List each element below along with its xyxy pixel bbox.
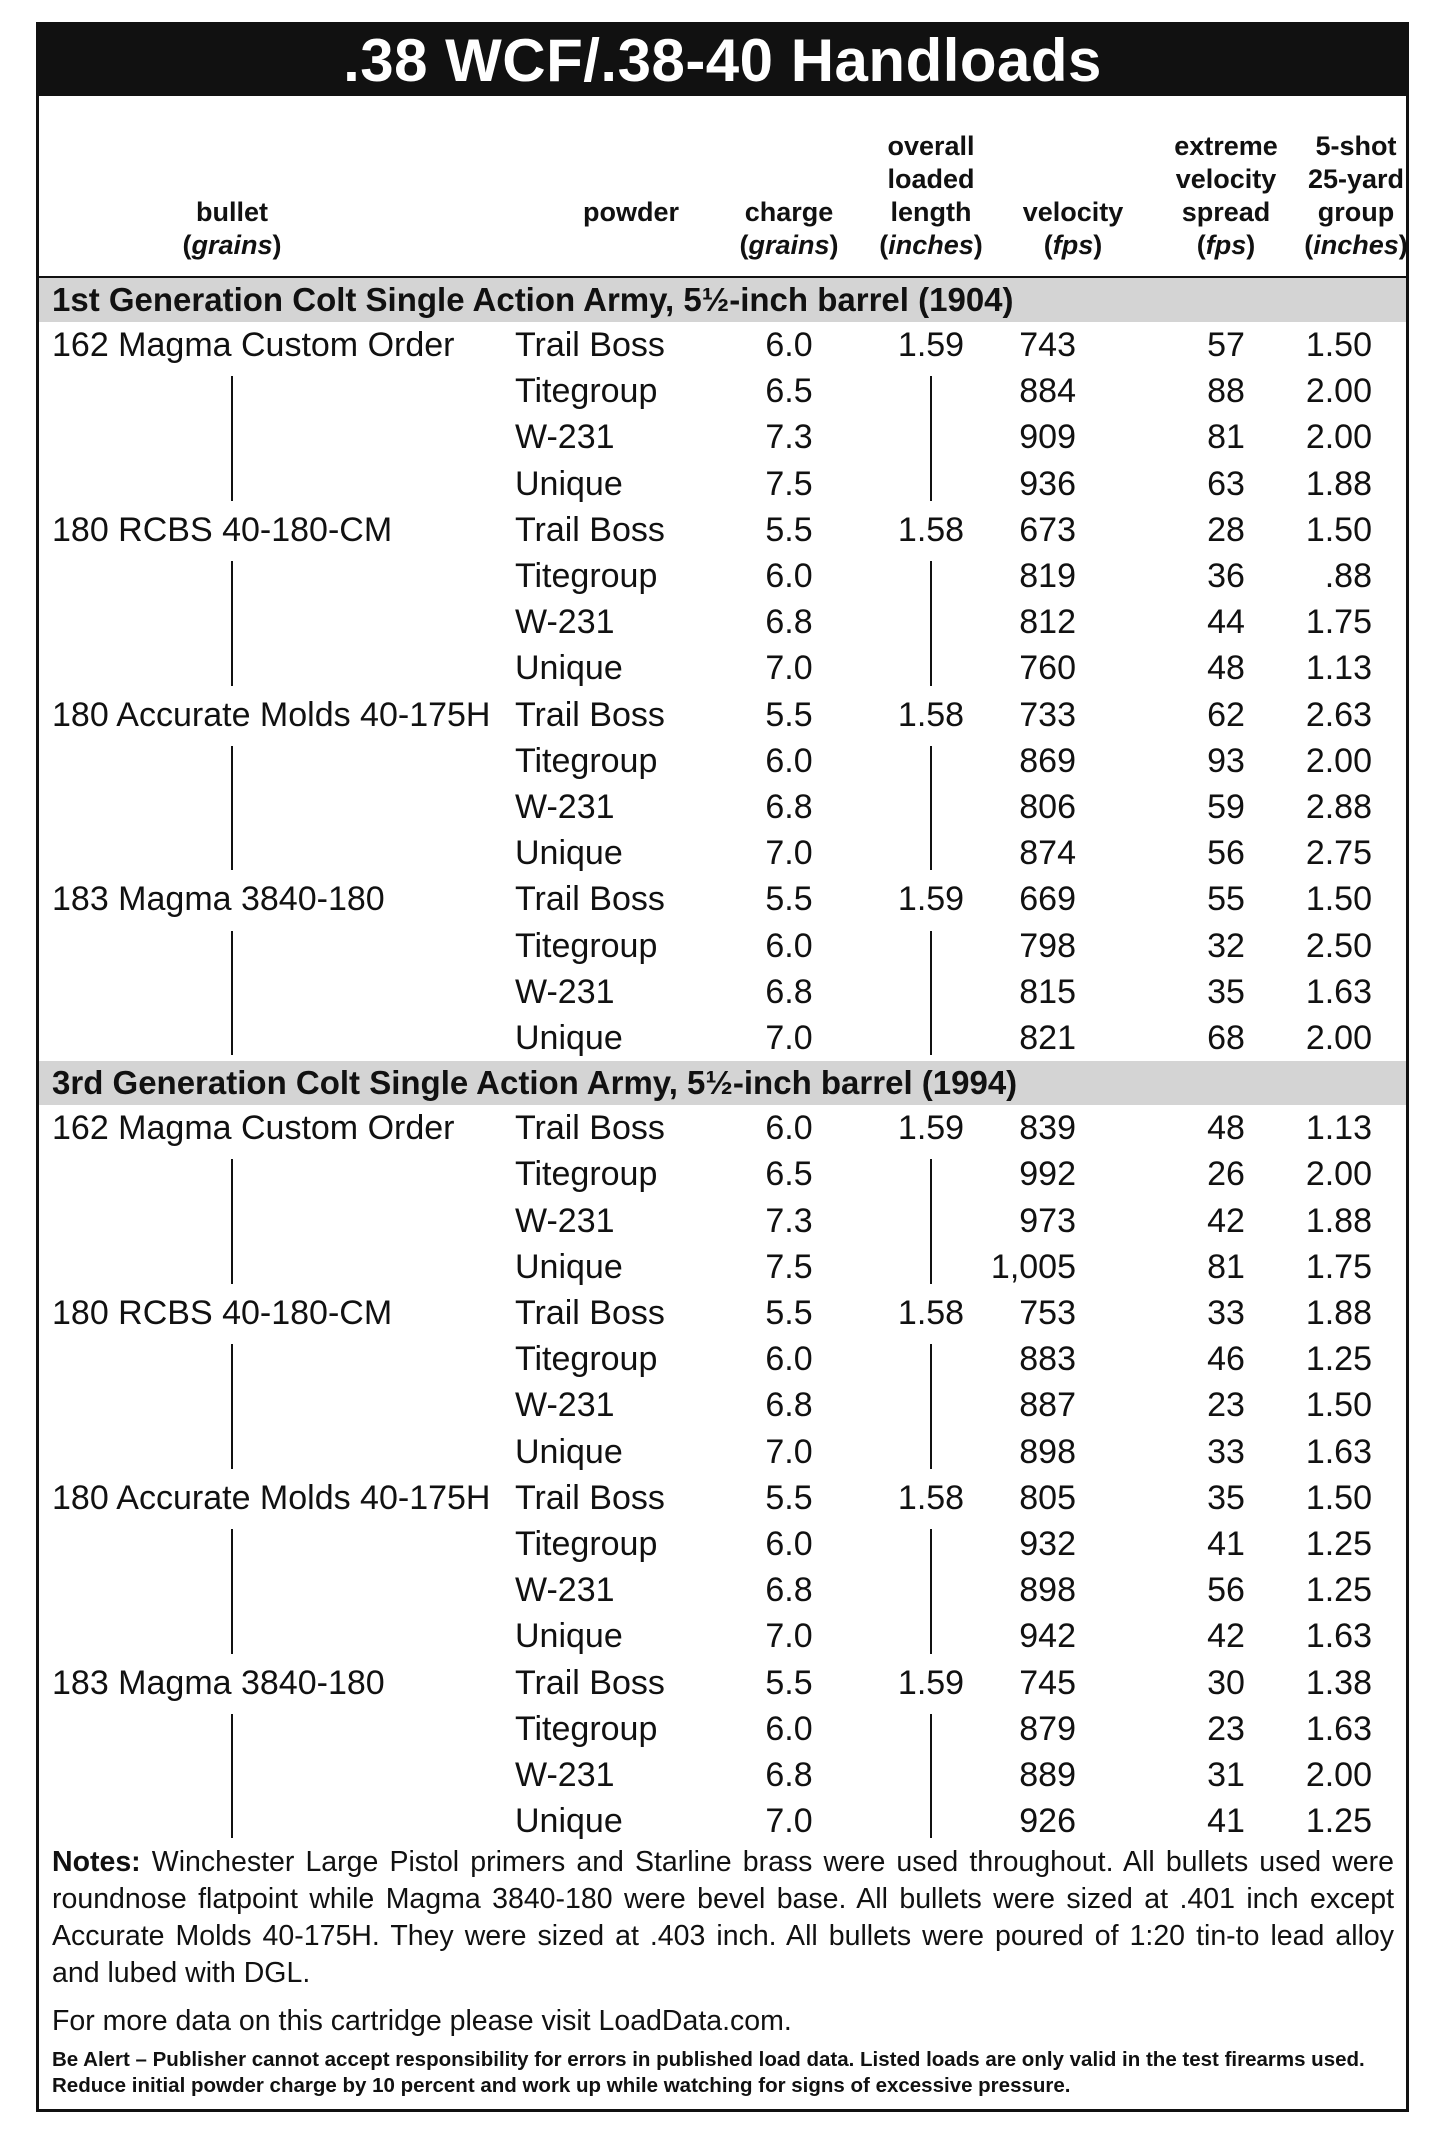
spread-cell: 57 (1207, 326, 1245, 364)
spread-cell: 62 (1207, 695, 1245, 734)
powder-cell: W-231 (515, 788, 615, 826)
alert-text: Be Alert – Publisher cannot accept responsibility for errors in published load data. Listed loads are only valid in the test firearms used. Reduce initial powder charge by 10 percent and work up while watching for signs of excessive pressure. (52, 2048, 1365, 2097)
group-cell: 1.50 (1305, 1478, 1372, 1517)
table-row (39, 645, 1406, 691)
powder-cell: Trail Boss (515, 1294, 665, 1332)
length-cell: 1.58 (897, 695, 965, 734)
table-row (39, 1015, 1406, 1061)
spread-cell: 56 (1207, 834, 1245, 873)
length-cell: 1.59 (897, 326, 965, 364)
bullet-cell: 183 Magma 3840-180 (52, 880, 385, 919)
table-row (39, 1105, 1406, 1151)
charge-cell: 6.0 (765, 1109, 813, 1148)
table-row (39, 692, 1406, 738)
velocity-cell: 760 (1019, 649, 1076, 688)
powder-cell: Trail Boss (515, 1478, 665, 1517)
velocity-cell: 753 (1019, 1294, 1076, 1332)
charge-cell: 6.8 (765, 603, 813, 642)
group-cell: 1.25 (1305, 1571, 1372, 1610)
velocity-cell: 874 (1019, 834, 1076, 873)
group-cell: 1.25 (1305, 1340, 1372, 1379)
charge-cell: 6.8 (765, 1386, 813, 1425)
bullet-cell: 162 Magma Custom Order (52, 326, 455, 364)
velocity-cell: 805 (1019, 1478, 1076, 1517)
group-cell: 1.63 (1305, 972, 1372, 1011)
group-cell: 1.38 (1305, 1663, 1372, 1702)
table-row (39, 1336, 1406, 1382)
group-cell: 1.75 (1305, 603, 1372, 642)
section-header: 1st Generation Colt Single Action Army, 5½-inch barrel (1904) (39, 278, 1406, 322)
velocity-cell: 898 (1019, 1571, 1076, 1610)
more-data-text: For more data on this cartridge please visit LoadData.com. (52, 2005, 792, 2037)
table-row (39, 414, 1406, 460)
spread-cell: 41 (1207, 1525, 1245, 1563)
velocity-cell: 973 (1019, 1201, 1076, 1240)
table-row (39, 923, 1406, 969)
powder-cell: W-231 (515, 1571, 615, 1610)
header-group: 5-shot 25-yard group (inches) (1304, 131, 1408, 260)
powder-cell: Titegroup (515, 1525, 658, 1563)
spread-cell: 81 (1207, 1247, 1245, 1286)
velocity-cell: 673 (1019, 510, 1076, 549)
table-row (39, 876, 1406, 922)
header-spread: extreme velocity spread (fps) (1174, 131, 1278, 260)
group-cell: 1.63 (1305, 1432, 1372, 1471)
length-cell: 1.59 (897, 1109, 965, 1148)
spread-cell: 63 (1207, 464, 1245, 503)
velocity-cell: 887 (1019, 1386, 1076, 1425)
spread-cell: 23 (1207, 1709, 1245, 1748)
table-row (39, 1752, 1406, 1798)
table-row (39, 969, 1406, 1015)
bullet-cell: 183 Magma 3840-180 (52, 1663, 385, 1702)
spread-cell: 32 (1207, 926, 1245, 965)
velocity-cell: 869 (1019, 741, 1076, 780)
length-continuation-line (930, 376, 932, 501)
charge-cell: 6.8 (765, 1571, 813, 1610)
charge-cell: 7.0 (765, 1617, 813, 1656)
powder-cell: Titegroup (515, 926, 658, 965)
charge-cell: 6.8 (765, 1756, 813, 1794)
spread-cell: 42 (1207, 1617, 1245, 1656)
group-cell: 2.88 (1305, 788, 1372, 826)
velocity-cell: 1,005 (990, 1247, 1076, 1286)
charge-cell: 5.5 (765, 1294, 813, 1332)
spread-cell: 56 (1207, 1571, 1245, 1610)
header-bullet: bullet (grains) (182, 197, 282, 260)
powder-cell: Unique (515, 1019, 623, 1057)
group-cell: 1.50 (1305, 880, 1372, 919)
velocity-cell: 669 (1019, 880, 1076, 919)
length-continuation-line (930, 746, 932, 871)
spread-cell: 81 (1207, 418, 1245, 457)
header-length: overall loaded length (inches) (879, 131, 983, 260)
charge-cell: 6.5 (765, 1155, 813, 1194)
spread-cell: 42 (1207, 1201, 1245, 1240)
bullet-continuation-line (231, 746, 233, 871)
spread-cell: 59 (1207, 788, 1245, 826)
table-title: .38 WCF/.38-40 Handloads (39, 25, 1406, 96)
table-row (39, 1521, 1406, 1567)
charge-cell: 6.0 (765, 1525, 813, 1563)
table-row (39, 1567, 1406, 1613)
table-row (39, 1660, 1406, 1706)
load-data-table (36, 22, 1409, 2112)
table-row (39, 322, 1406, 368)
charge-cell: 6.0 (765, 741, 813, 780)
length-cell: 1.58 (897, 1294, 965, 1332)
velocity-cell: 926 (1019, 1802, 1076, 1841)
table-row (39, 507, 1406, 553)
spread-cell: 48 (1207, 1109, 1245, 1148)
spread-cell: 30 (1207, 1663, 1245, 1702)
table-row (39, 1613, 1406, 1659)
group-cell: 1.63 (1305, 1617, 1372, 1656)
powder-cell: Trail Boss (515, 1663, 665, 1702)
bullet-continuation-line (231, 1529, 233, 1654)
velocity-cell: 898 (1019, 1432, 1076, 1471)
group-cell: 1.88 (1305, 464, 1372, 503)
group-cell: 2.00 (1305, 1019, 1372, 1057)
table-row (39, 1429, 1406, 1475)
charge-cell: 5.5 (765, 1663, 813, 1702)
velocity-cell: 815 (1019, 972, 1076, 1011)
powder-cell: W-231 (515, 1756, 615, 1794)
bullet-cell: 180 RCBS 40-180-CM (52, 1294, 393, 1332)
table-row (39, 599, 1406, 645)
powder-cell: Unique (515, 649, 623, 688)
charge-cell: 7.5 (765, 464, 813, 503)
velocity-cell: 909 (1019, 418, 1076, 457)
charge-cell: 6.8 (765, 788, 813, 826)
spread-cell: 41 (1207, 1802, 1245, 1841)
charge-cell: 7.3 (765, 418, 813, 457)
group-cell: 2.63 (1305, 695, 1372, 734)
table-row (39, 1290, 1406, 1336)
velocity-cell: 733 (1019, 695, 1076, 734)
powder-cell: Titegroup (515, 741, 658, 780)
length-cell: 1.58 (897, 510, 965, 549)
velocity-cell: 798 (1019, 926, 1076, 965)
bullet-continuation-line (231, 561, 233, 686)
bullet-cell: 162 Magma Custom Order (52, 1109, 455, 1148)
charge-cell: 7.0 (765, 834, 813, 873)
group-cell: 1.75 (1305, 1247, 1372, 1286)
table-row (39, 1382, 1406, 1428)
group-cell: 1.88 (1305, 1294, 1372, 1332)
table-row (39, 1244, 1406, 1290)
header-powder: powder (582, 197, 680, 227)
header-charge: charge (grains) (739, 197, 839, 260)
powder-cell: W-231 (515, 1201, 615, 1240)
powder-cell: Titegroup (515, 1709, 658, 1748)
powder-cell: Unique (515, 1617, 623, 1656)
powder-cell: Unique (515, 1432, 623, 1471)
table-row (39, 738, 1406, 784)
velocity-cell: 992 (1019, 1155, 1076, 1194)
velocity-cell: 932 (1019, 1525, 1076, 1563)
spread-cell: 48 (1207, 649, 1245, 688)
spread-cell: 33 (1207, 1432, 1245, 1471)
powder-cell: Titegroup (515, 1155, 658, 1194)
group-cell: 1.50 (1305, 1386, 1372, 1425)
velocity-cell: 879 (1019, 1709, 1076, 1748)
spread-cell: 35 (1207, 1478, 1245, 1517)
table-row (39, 1798, 1406, 1844)
velocity-cell: 942 (1019, 1617, 1076, 1656)
spread-cell: 28 (1207, 510, 1245, 549)
table-row (39, 1198, 1406, 1244)
velocity-cell: 812 (1019, 603, 1076, 642)
bullet-continuation-line (231, 1159, 233, 1284)
velocity-cell: 839 (1019, 1109, 1076, 1148)
section-header: 3rd Generation Colt Single Action Army, 5½-inch barrel (1994) (39, 1061, 1406, 1105)
group-cell: 1.63 (1305, 1709, 1372, 1748)
notes-text: Winchester Large Pistol primers and Starline brass were used throughout. All bullets used were roundnose flatpoint while Magma 3840-180 were bevel base. All bullets were sized at .401 inch except Accurate Molds 40-175H. They were sized at .403 inch. All bullets were poured of 1:20 tin-to lead alloy and lubed with DGL. (52, 1846, 1394, 1989)
powder-cell: Trail Boss (515, 510, 665, 549)
notes (52, 1844, 1394, 1992)
header-velocity: velocity (fps) (1022, 197, 1124, 260)
group-cell: 1.13 (1305, 649, 1372, 688)
powder-cell: Unique (515, 464, 623, 503)
charge-cell: 7.5 (765, 1247, 813, 1286)
group-cell: 2.50 (1305, 926, 1372, 965)
charge-cell: 6.0 (765, 1709, 813, 1748)
group-cell: .88 (1324, 557, 1372, 595)
bullet-cell: 180 Accurate Molds 40-175H (52, 1478, 491, 1517)
group-cell: 1.88 (1305, 1201, 1372, 1240)
powder-cell: Trail Boss (515, 880, 665, 919)
spread-cell: 26 (1207, 1155, 1245, 1194)
powder-cell: Trail Boss (515, 1109, 665, 1148)
bullet-continuation-line (231, 1714, 233, 1839)
powder-cell: W-231 (515, 603, 615, 642)
length-cell: 1.59 (897, 880, 965, 919)
charge-cell: 6.0 (765, 926, 813, 965)
velocity-cell: 936 (1019, 464, 1076, 503)
group-cell: 1.50 (1305, 510, 1372, 549)
spread-cell: 31 (1207, 1756, 1245, 1794)
group-cell: 2.00 (1305, 1155, 1372, 1194)
velocity-cell: 883 (1019, 1340, 1076, 1379)
charge-cell: 7.3 (765, 1201, 813, 1240)
group-cell: 1.25 (1305, 1525, 1372, 1563)
velocity-cell: 743 (1019, 326, 1076, 364)
spread-cell: 93 (1207, 741, 1245, 780)
bullet-continuation-line (231, 1344, 233, 1469)
powder-cell: Unique (515, 834, 623, 873)
charge-cell: 6.5 (765, 372, 813, 411)
spread-cell: 88 (1207, 372, 1245, 411)
table-row (39, 1151, 1406, 1197)
length-continuation-line (930, 1159, 932, 1284)
group-cell: 1.13 (1305, 1109, 1372, 1148)
powder-cell: Titegroup (515, 557, 658, 595)
group-cell: 1.50 (1305, 326, 1372, 364)
length-continuation-line (930, 1714, 932, 1839)
spread-cell: 68 (1207, 1019, 1245, 1057)
table-row (39, 368, 1406, 414)
powder-cell: Titegroup (515, 372, 658, 411)
table-row (39, 1475, 1406, 1521)
velocity-cell: 819 (1019, 557, 1076, 595)
group-cell: 2.75 (1305, 834, 1372, 873)
table-row (39, 553, 1406, 599)
bullet-continuation-line (231, 376, 233, 501)
charge-cell: 5.5 (765, 510, 813, 549)
spread-cell: 23 (1207, 1386, 1245, 1425)
spread-cell: 44 (1207, 603, 1245, 642)
velocity-cell: 884 (1019, 372, 1076, 411)
charge-cell: 6.0 (765, 557, 813, 595)
spread-cell: 33 (1207, 1294, 1245, 1332)
charge-cell: 6.0 (765, 1340, 813, 1379)
bullet-cell: 180 Accurate Molds 40-175H (52, 695, 491, 734)
charge-cell: 5.5 (765, 880, 813, 919)
powder-cell: Trail Boss (515, 326, 665, 364)
group-cell: 1.25 (1305, 1802, 1372, 1841)
table-row (39, 784, 1406, 830)
powder-cell: W-231 (515, 1386, 615, 1425)
charge-cell: 5.5 (765, 695, 813, 734)
velocity-cell: 806 (1019, 788, 1076, 826)
spread-cell: 35 (1207, 972, 1245, 1011)
powder-cell: Titegroup (515, 1340, 658, 1379)
length-cell: 1.59 (897, 1663, 965, 1702)
table-row (39, 830, 1406, 876)
column-headers (39, 96, 1406, 278)
charge-cell: 7.0 (765, 649, 813, 688)
charge-cell: 7.0 (765, 1432, 813, 1471)
group-cell: 2.00 (1305, 418, 1372, 457)
notes-label: Notes: (52, 1846, 141, 1878)
charge-cell: 7.0 (765, 1802, 813, 1841)
velocity-cell: 889 (1019, 1756, 1076, 1794)
table-row (39, 461, 1406, 507)
bullet-continuation-line (231, 931, 233, 1056)
table-row (39, 1706, 1406, 1752)
charge-cell: 5.5 (765, 1478, 813, 1517)
velocity-cell: 821 (1019, 1019, 1076, 1057)
length-continuation-line (930, 561, 932, 686)
charge-cell: 7.0 (765, 1019, 813, 1057)
powder-cell: Trail Boss (515, 695, 665, 734)
length-continuation-line (930, 1529, 932, 1654)
group-cell: 2.00 (1305, 1756, 1372, 1794)
powder-cell: Unique (515, 1802, 623, 1841)
charge-cell: 6.0 (765, 326, 813, 364)
powder-cell: W-231 (515, 418, 615, 457)
bullet-cell: 180 RCBS 40-180-CM (52, 510, 393, 549)
spread-cell: 36 (1207, 557, 1245, 595)
powder-cell: W-231 (515, 972, 615, 1011)
charge-cell: 6.8 (765, 972, 813, 1011)
velocity-cell: 745 (1019, 1663, 1076, 1702)
length-cell: 1.58 (897, 1478, 965, 1517)
powder-cell: Unique (515, 1247, 623, 1286)
spread-cell: 55 (1207, 880, 1245, 919)
group-cell: 2.00 (1305, 741, 1372, 780)
length-continuation-line (930, 931, 932, 1056)
length-continuation-line (930, 1344, 932, 1469)
spread-cell: 46 (1207, 1340, 1245, 1379)
group-cell: 2.00 (1305, 372, 1372, 411)
